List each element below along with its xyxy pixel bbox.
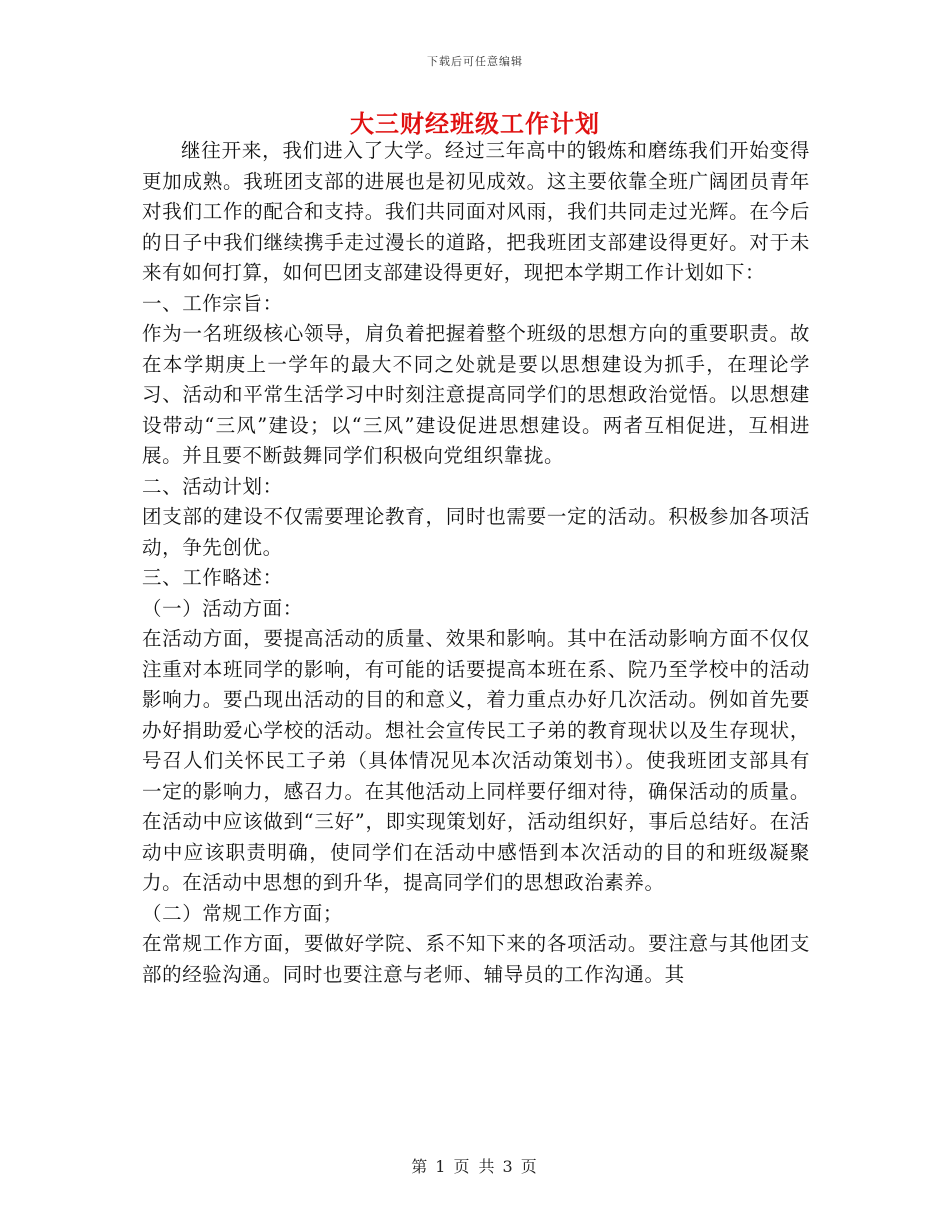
page-footer [0, 1154, 950, 1177]
section-heading-purpose: 一、工作宗旨： [142, 291, 283, 315]
header-note: 下载后可任意编辑 [427, 55, 523, 68]
paragraph-activities: 在活动方面，要提高活动的质量、效果和影响。其中在活动影响方面不仅仅注重对本班同学的影响，有可能的话要提高本班在系、院乃至学校中的活动影响力。要凸现出活动的目的和意义，着力重点办好几次活动。例如首先要办好捐助爱心学校的活动。想社会宣传民工子弟的教育现状以及生存现状，号召人们关怀民工子弟（具体情况见本次活动策划书）。使我班团支部具有一定的影响力，感召力。在其他活动上同样要仔细对待，确保活动的质量。在活动中应该做到“三好”，即实现策划好，活动组织好，事后总结好。在活动中应该职责明确，使同学们在活动中感悟到本次活动的目的和班级凝聚力。在活动中思想的到升华，提高同学们的思想政治素养。 [142, 627, 810, 894]
footer-middle: 页 共 [453, 1157, 497, 1176]
document-title: 大三财经班级工作计划 [350, 109, 600, 138]
subsection-heading-routine-work: （二）常规工作方面； [142, 901, 344, 925]
footer-total-pages: 3 [502, 1157, 515, 1176]
paragraph-routine-work: 在常规工作方面，要做好学院、系不知下来的各项活动。要注意与其他团支部的经验沟通。同时也要注意与老师、辅导员的工作沟通。其 [142, 932, 810, 986]
paragraph-activity-plan: 团支部的建设不仅需要理论教育，同时也需要一定的活动。积极参加各项活动，争先创优。 [142, 505, 810, 559]
paragraph-intro: 继往开来，我们进入了大学。经过三年高中的锻炼和磨练我们开始变得更加成熟。我班团支部的进展也是初见成效。这主要依靠全班广阔团员青年对我们工作的配合和支持。我们共同面对风雨，我们共同走过光辉。在今后的日子中我们继续携手走过漫长的道路，把我班团支部建设得更好。对于未来有如何打算，如何巴团支部建设得更好，现把本学期工作计划如下： [142, 139, 810, 284]
section-heading-activity-plan: 二、活动计划： [142, 474, 283, 498]
footer-page-number: 1 [435, 1157, 448, 1176]
section-heading-work-overview: 三、工作略述： [142, 566, 283, 589]
footer-prefix: 第 [411, 1157, 430, 1176]
subsection-heading-activities: （一）活动方面： [142, 596, 303, 620]
paragraph-purpose: 作为一名班级核心领导，肩负着把握着整个班级的思想方向的重要职责。故在本学期庚上一学年的最大不同之处就是要以思想建设为抓手，在理论学习、活动和平常生活学习中时刻注意提高同学们的思想政治觉悟。以思想建设带动“三风”建设；以“三风”建设促进思想建设。两者互相促进，互相进展。并且要不断鼓舞同学们积极向党组织靠拢。 [142, 322, 810, 467]
footer-suffix: 页 [520, 1157, 539, 1176]
document-body [142, 136, 810, 990]
